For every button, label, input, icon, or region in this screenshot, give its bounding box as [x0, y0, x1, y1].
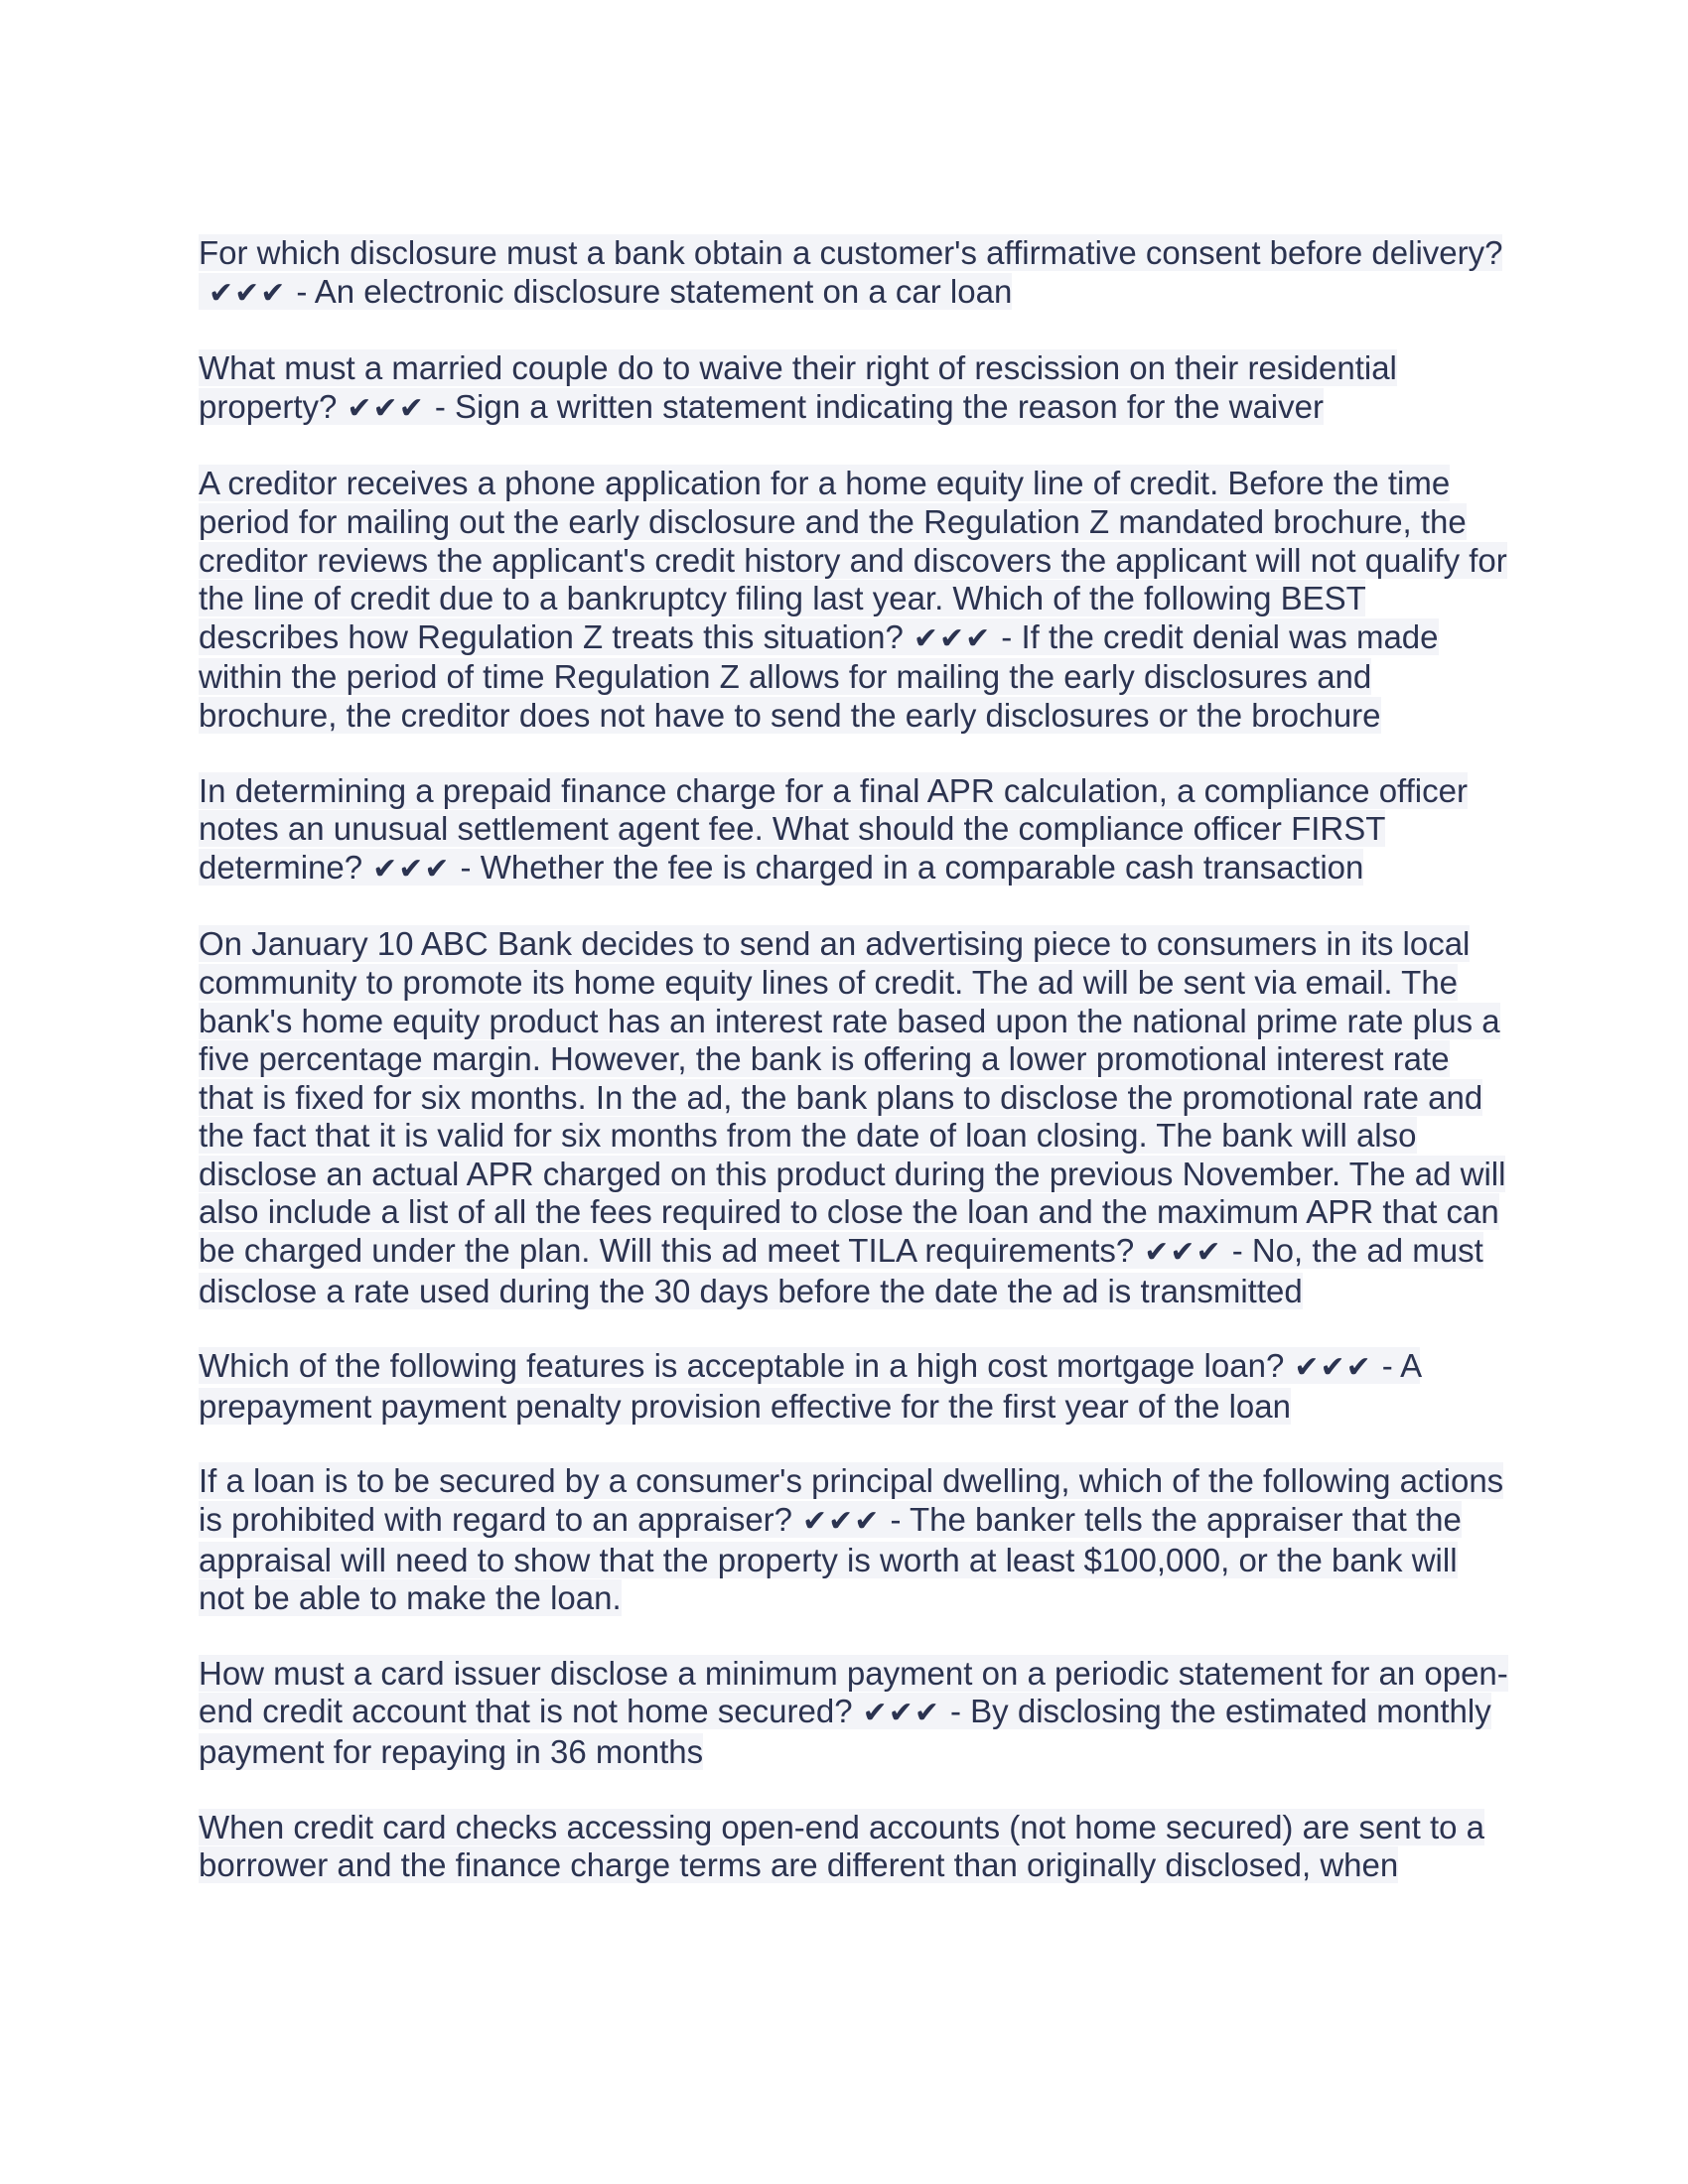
checkmarks-icon: ✔✔✔ [372, 851, 451, 887]
checkmarks-icon: ✔✔✔ [1144, 1235, 1222, 1271]
answer-text: - The banker tells the appraiser that the appraisal will need to show that the property is worth at least $100,000, or the bank will not be able to make the loan. [199, 1501, 1462, 1617]
answer-text: - A prepayment payment penalty provision effective for the first year of the loan [199, 1347, 1421, 1425]
qa-item-3 [199, 465, 1509, 735]
checkmarks-icon: ✔✔✔ [209, 275, 287, 311]
qa-item-9 [199, 1809, 1509, 1885]
question-text: How must a card issuer disclose a minimum payment on a periodic statement for an open-end credit account that is not home secured? [199, 1654, 1508, 1730]
qa-item-8 [199, 1655, 1509, 1772]
question-text: A creditor receives a phone application for a home equity line of credit. Before the time period for mailing out the early disclosure and the Regulation Z mandated brochure, the creditor reviews the applicant's credit history and discovers the applicant will not qualify for the line of credit due to a bankruptcy filing last year. Which of the following BEST describes how Regulation Z treats this situation? [199, 465, 1507, 655]
qa-item-1 [199, 234, 1509, 313]
checkmarks-icon: ✔✔✔ [1294, 1350, 1372, 1386]
checkmarks-icon: ✔✔✔ [802, 1504, 881, 1540]
question-text: Which of the following features is acceptable in a high cost mortgage loan? [199, 1347, 1285, 1385]
question-text: In determining a prepaid finance charge for a final APR calculation, a compliance officer notes an unusual settlement agent fee. What should the compliance officer FIRST determine? [199, 771, 1468, 886]
checkmarks-icon: ✔✔✔ [862, 1696, 940, 1731]
question-text: If a loan is to be secured by a consumer's principal dwelling, which of the following actions is prohibited with regard to an appraiser? [199, 1462, 1504, 1539]
document-page [199, 234, 1509, 1922]
question-text: For which disclosure must a bank obtain a customer's affirmative consent before delivery? [199, 234, 1503, 271]
qa-item-7 [199, 1462, 1509, 1617]
answer-text: - Sign a written statement indicating the reason for the waiver [434, 387, 1324, 425]
checkmarks-icon: ✔✔✔ [913, 620, 992, 656]
question-text: What must a married couple do to waive their right of rescission on their residential property? [199, 349, 1397, 425]
checkmarks-icon: ✔✔✔ [347, 390, 425, 426]
answer-text: - No, the ad must disclose a rate used during the 30 days before the date the ad is transmitted [199, 1232, 1483, 1309]
qa-item-6 [199, 1347, 1509, 1426]
qa-item-2 [199, 349, 1509, 428]
question-text: When credit card checks accessing open-end accounts (not home secured) are sent to a borrower and the finance charge terms are different than originally disclosed, when [199, 1808, 1485, 1884]
answer-text: - Whether the fee is charged in a comparable cash transaction [460, 848, 1364, 886]
answer-text: - By disclosing the estimated monthly payment for repaying in 36 months [199, 1693, 1491, 1770]
qa-item-4 [199, 772, 1509, 889]
answer-text: - If the credit denial was made within the period of time Regulation Z allows for mailing the early disclosures and brochure, the creditor does not have to send the early disclosures or the brochure [199, 617, 1439, 734]
qa-item-5 [199, 925, 1509, 1310]
question-text: On January 10 ABC Bank decides to send an advertising piece to consumers in its local community to promote its home equity lines of credit. The ad will be sent via email. The bank's home equity product has an interest rate based upon the national prime rate plus a five percentage margin. However, the bank is offering a lower promotional interest rate that is fixed for six months. In the ad, the bank plans to disclose the promotional rate and the fact that it is valid for six months from the date of loan closing. The bank will also disclose an actual APR charged on this product during the previous November. The ad will also include a list of all the fees required to close the loan and the maximum APR that can be charged under the plan. Will this ad meet TILA requirements? [199, 925, 1506, 1270]
answer-text: - An electronic disclosure statement on a car loan [296, 272, 1013, 310]
